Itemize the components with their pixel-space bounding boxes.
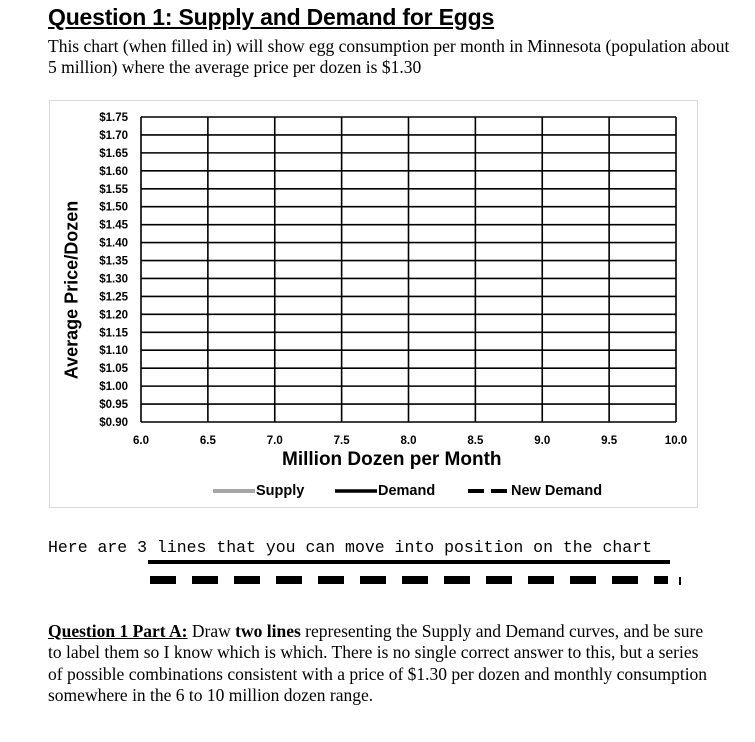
question-intro: This chart (when filled in) will show egg consumption per month in Minnesota (population about 5 million) where the average price per dozen is $1.30 [48,36,730,77]
question-part-label: Question 1 Part A: [48,621,188,641]
y-tick-label: $0.90 [99,417,128,429]
y-tick-label: $1.15 [99,327,128,340]
y-tick-label: $1.05 [99,363,128,376]
y-axis-ticks [99,112,128,429]
y-tick-label: $1.10 [99,345,128,358]
x-tick-label: 10.0 [664,435,688,447]
x-tick-label: 9.0 [534,435,551,447]
y-axis-label: Average Price/Dozen [61,200,82,380]
x-axis-label: Million Dozen per Month [282,449,502,470]
x-tick-label: 6.0 [133,435,149,447]
y-tick-label: $1.00 [99,381,128,394]
y-tick-label: $1.65 [99,147,128,160]
y-tick-label: $1.70 [99,129,128,142]
y-tick-label: $1.20 [99,309,128,322]
x-tick-label: 9.5 [601,435,618,447]
legend-label-supply: Supply [256,483,305,499]
y-tick-label: $1.60 [99,165,128,178]
x-tick-label: 6.5 [199,435,216,447]
x-tick-label: 8.0 [400,435,417,447]
y-tick-label: $1.25 [99,291,128,304]
chart-grid [141,117,676,422]
question-title: Question 1: Supply and Demand for Eggs [48,4,495,30]
question-emphasis: two lines [235,621,301,641]
legend-label-new-demand: New Demand [511,483,603,499]
x-axis-ticks [133,435,687,447]
y-tick-label: $1.30 [99,273,128,286]
legend-label-demand: Demand [378,483,436,499]
x-tick-label: 7.5 [333,435,350,447]
movable-solid-line[interactable] [148,560,670,564]
movable-dashed-line[interactable] [150,576,668,584]
y-tick-label: $1.75 [99,112,128,124]
movable-lines-note: Here are 3 lines that you can move into position on the chart [48,538,652,557]
question-text-before: Draw [187,621,236,641]
movable-line-end-mark [679,577,681,585]
y-tick-label: $0.95 [99,399,128,412]
y-tick-label: $1.50 [99,201,128,214]
question-part-a [48,621,713,706]
x-tick-label: 7.0 [266,435,283,447]
x-tick-label: 8.5 [467,435,484,447]
y-tick-label: $1.45 [99,219,128,232]
y-tick-label: $1.35 [99,255,128,268]
question-text-after: representing the Supply and Demand curves, and be sure to label them so I know which is which. There is no single correct answer to this, but a series of possible combinations consistent with a price of $1.30 per dozen and monthly consumption somewhere in the 6 to 10 million dozen range. [48,621,708,705]
y-tick-label: $1.40 [99,237,128,250]
y-tick-label: $1.55 [99,183,128,196]
